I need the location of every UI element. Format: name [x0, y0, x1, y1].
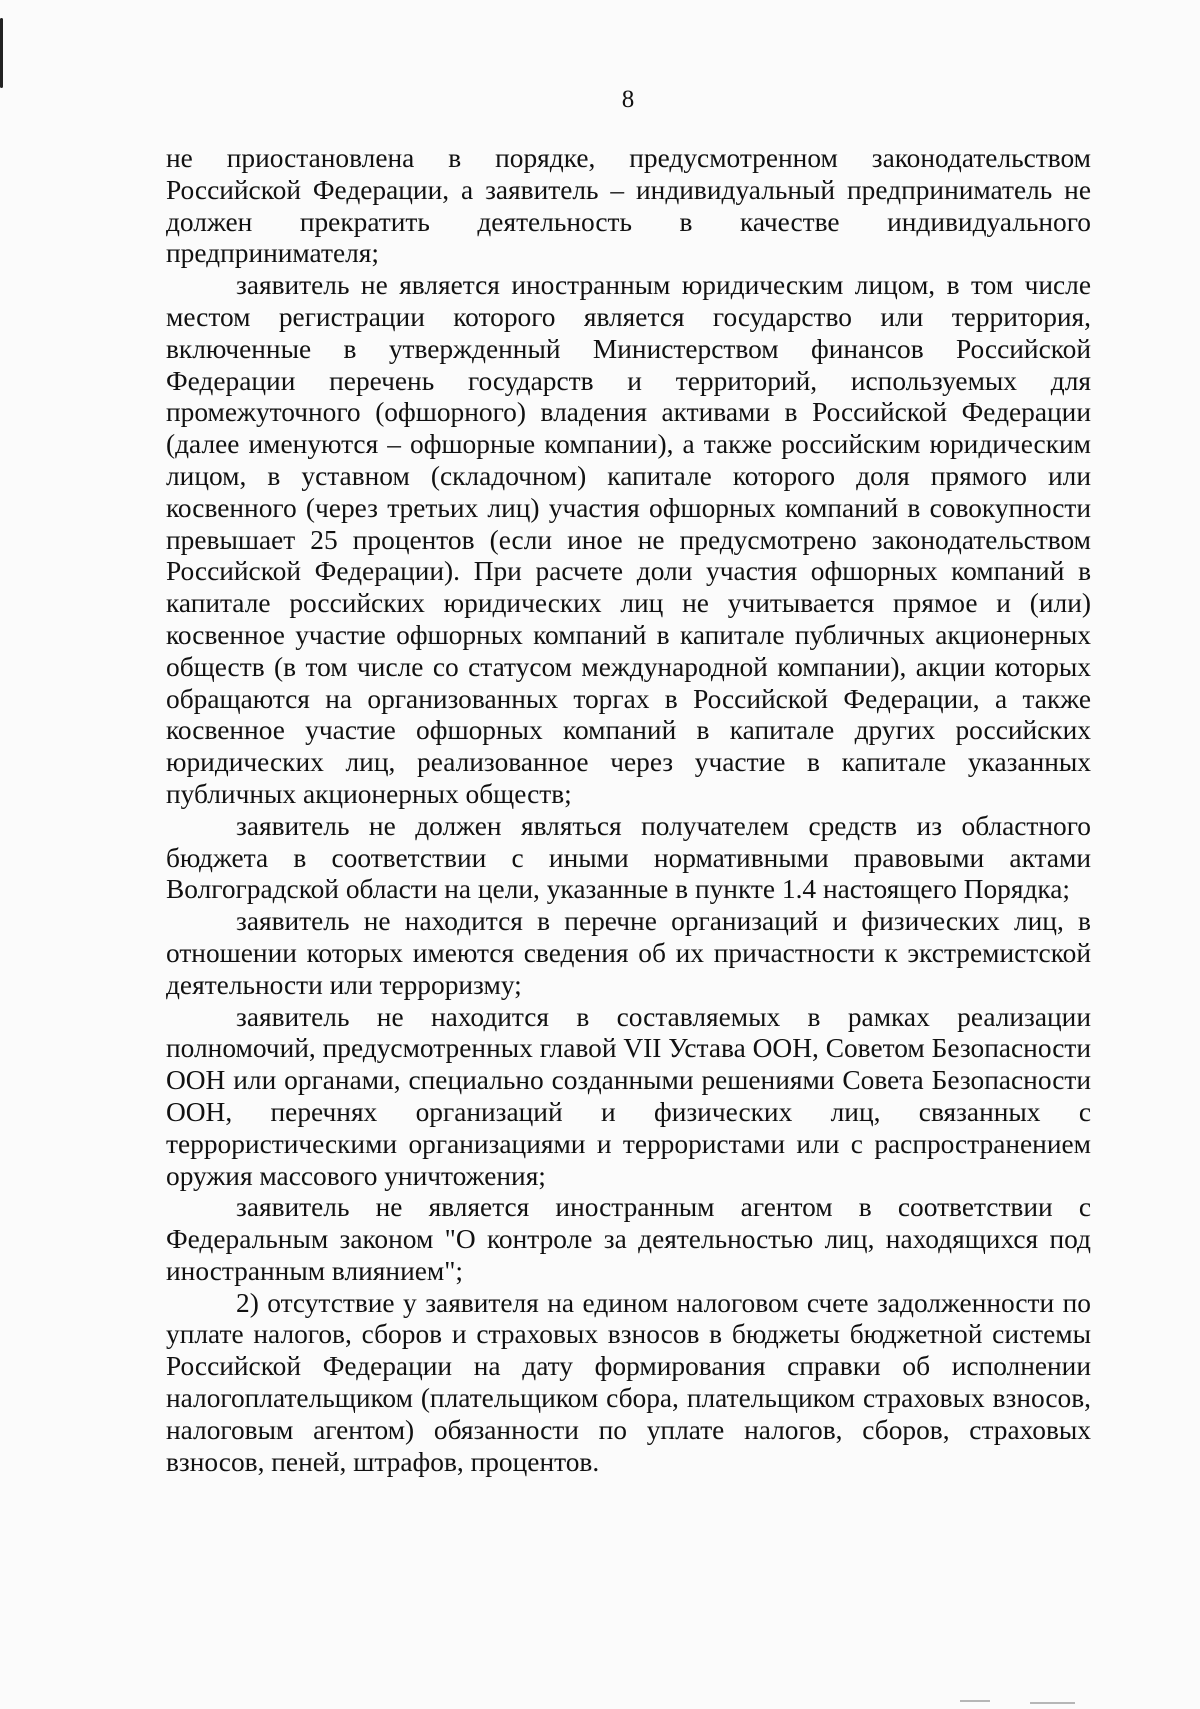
scan-speck — [1030, 1702, 1075, 1704]
scan-speck — [960, 1700, 990, 1702]
page-number: 8 — [621, 86, 635, 113]
paragraph-budget-funds-requirement: заявитель не должен являться получателем средств из областного бюджета в соответствии с иными нормативными правовыми актами Волгоградской области на цели, указанные в пункте 1.4 настоящего Порядка; — [166, 810, 1091, 905]
paragraph-foreign-agent-requirement: заявитель не является иностранным агентом в соответствии с Федеральным законом "О контроле за деятельностью лиц, находящихся под иностранным влиянием"; — [166, 1192, 1091, 1286]
paragraph-tax-debt-requirement: 2) отсутствие у заявителя на едином налоговом счете задолженности по уплате налогов, сборов и страховых взносов в бюджеты бюджетной системы Российской Федерации на дату формирования справки об исполнении налогоплательщиком (плательщиком сбора, плательщиком страховых взносов, налоговым агентом) обязанности по уплате налогов, сборов, страховых взносов, пеней, штрафов, процентов. — [166, 1287, 1091, 1477]
paragraph-un-sanctions-requirement: заявитель не находится в составляемых в рамках реализации полномочий, предусмотренных главой VII Устава ООН, Советом Безопасности ООН или органами, специально созданными решениями Совета Безопасности ООН, перечнях организаций и физических лиц, связанных с террористическими организациями и террористами или с распространением оружия массового уничтожения; — [166, 1001, 1091, 1191]
paragraph-extremism-list-requirement: заявитель не находится в перечне организаций и физических лиц, в отношении которых имеются сведения об их причастности к экстремистской деятельности или терроризму; — [166, 906, 1091, 1000]
paragraph-continuation: не приостановлена в порядке, предусмотренном законодательством Российской Федерации, а заявитель – индивидуальный предприниматель не должен прекратить деятельность в качестве индивидуального предпринимателя; — [166, 143, 1091, 269]
paragraph-offshore-requirement: заявитель не является иностранным юридическим лицом, в том числе местом регистрации которого является государство или территория, включенные в утвержденный Министерством финансов Российской Федерации перечень государств и территорий, используемых для промежуточного (офшорного) владения активами в Российской Федерации (далее именуются – офшорные компании), а также российским юридическим лицом, в уставном (складочном) капитале которого доля прямого или косвенного (через третьих лиц) участия офшорных компаний в совокупности превышает 25 процентов (если иное не предусмотрено законодательством Российской Федерации). При расчете доли участия офшорных компаний в капитале российских юридических лиц не учитывается прямое и (или) косвенное участие офшорных компаний в капитале публичных акционерных обществ (в том числе со статусом международной компании), акции которых обращаются на организованных торгах в Российской Федерации, а также косвенное участие офшорных компаний в капитале других российских юридических лиц, реализованное через участие в капитале указанных публичных акционерных обществ; — [166, 270, 1091, 809]
scan-edge-mark — [0, 18, 3, 88]
document-body — [166, 143, 1091, 1478]
